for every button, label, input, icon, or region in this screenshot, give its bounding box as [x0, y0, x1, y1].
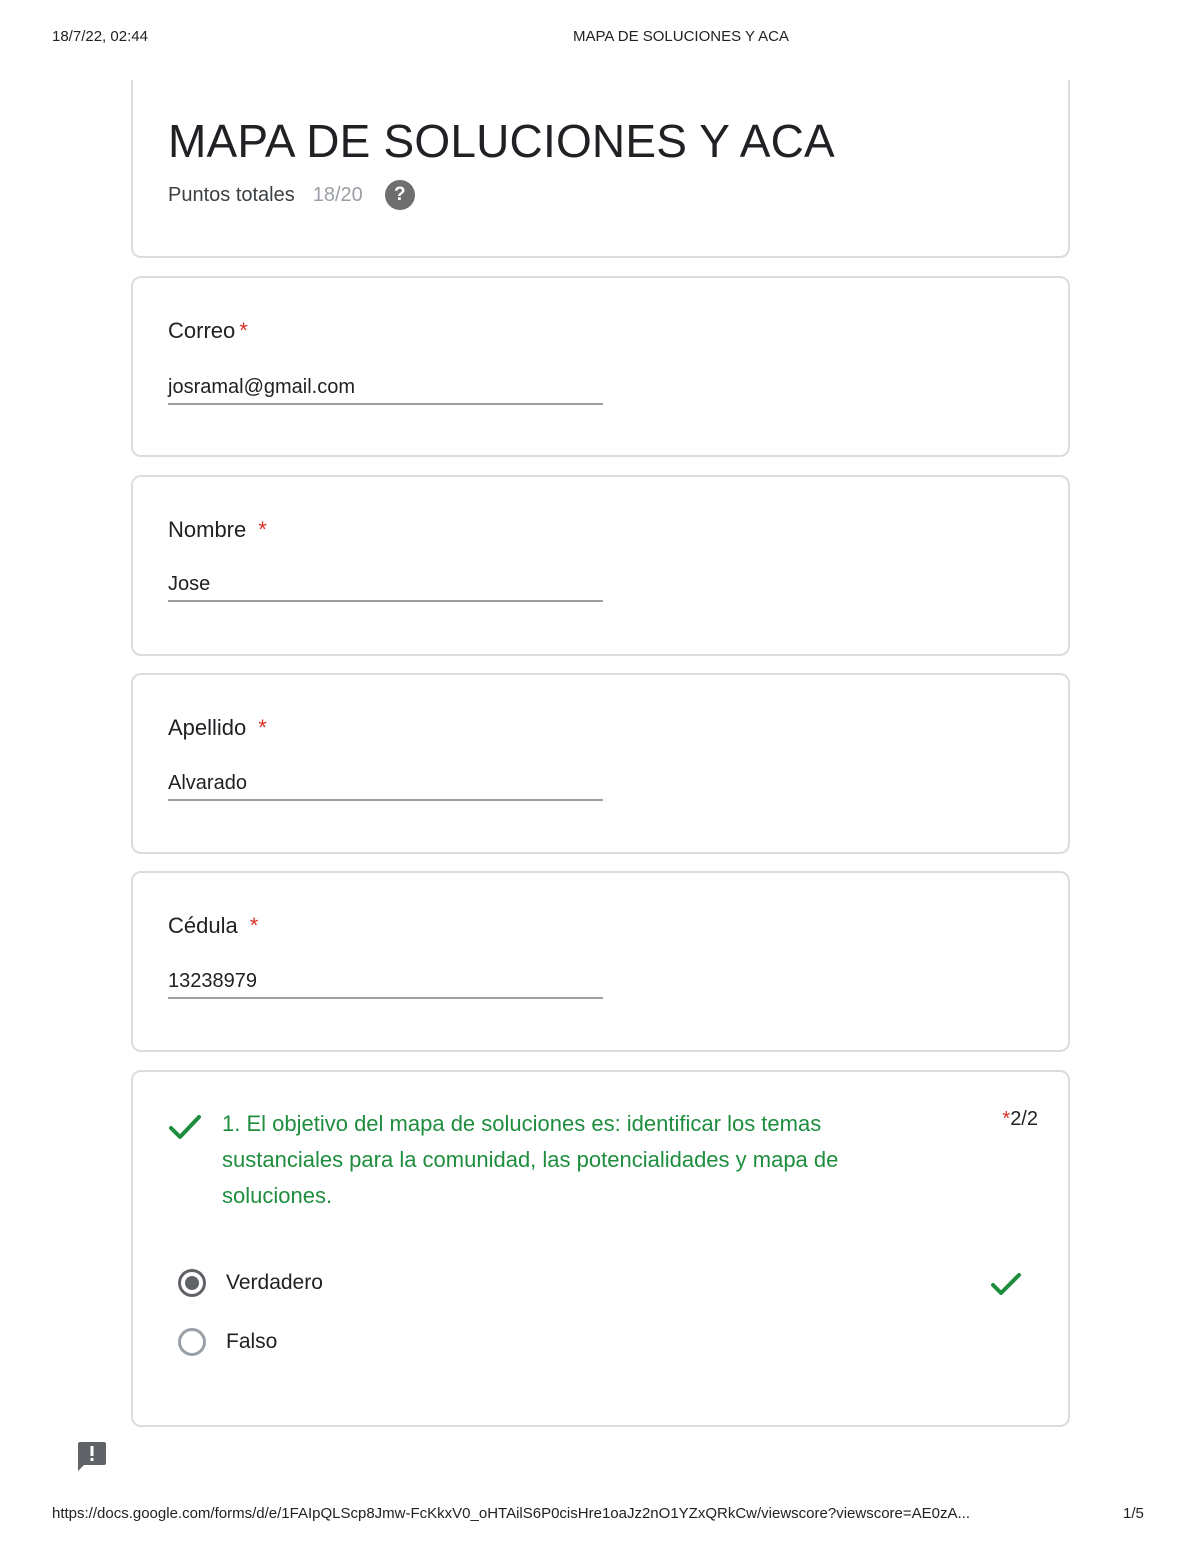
question-mark-icon[interactable]: ? — [385, 180, 415, 210]
required-asterisk: * — [1002, 1108, 1011, 1130]
option-label: Falso — [226, 1330, 278, 1353]
form-title: MAPA DE SOLUCIONES Y ACA — [168, 115, 835, 167]
print-date: 18/7/22, 02:44 — [52, 28, 148, 45]
print-header — [0, 28, 1200, 50]
total-points — [168, 180, 415, 210]
question-text: 1. El objetivo del mapa de soluciones es: identificar los temas sustanciales para la comunidad, las potencialidades y mapa de soluciones. — [222, 1111, 839, 1208]
required-asterisk: * — [239, 318, 248, 343]
question-score — [1002, 1108, 1038, 1131]
points-value: 18/20 — [312, 183, 363, 206]
field-label: Correo * — [168, 318, 248, 343]
correct-answer-check-icon — [990, 1270, 1022, 1298]
report-feedback-icon[interactable] — [76, 1441, 108, 1473]
field-card-nombre — [131, 475, 1070, 656]
option-falso[interactable] — [178, 1325, 277, 1359]
required-asterisk: * — [258, 715, 267, 740]
required-asterisk: * — [249, 913, 259, 938]
points-label: Puntos totales — [168, 183, 295, 206]
check-icon — [168, 1112, 202, 1142]
surname-field-value: Alvarado — [168, 772, 603, 801]
id-number-field-value: 13238979 — [168, 970, 603, 999]
radio-selected-icon[interactable] — [178, 1269, 206, 1297]
field-label: Nombre * — [168, 517, 267, 542]
option-label: Verdadero — [226, 1271, 323, 1294]
print-footer — [0, 1505, 1200, 1527]
question-card-1 — [131, 1070, 1070, 1427]
name-field-value: Jose — [168, 573, 603, 602]
score-value: 2/2 — [1010, 1108, 1038, 1130]
field-label: Apellido * — [168, 715, 267, 740]
field-card-correo — [131, 276, 1070, 457]
field-card-apellido — [131, 673, 1070, 854]
form-header-card — [131, 80, 1070, 258]
page-url: https://docs.google.com/forms/d/e/1FAIpQLScp8Jmw-FcKkxV0_oHTAilS6P0cisHre1oaJz2nO1YZxQRkCw/viewscore?viewscore=AE0zA... — [52, 1505, 970, 1522]
radio-unselected-icon[interactable] — [178, 1328, 206, 1356]
page-number: 1/5 — [1123, 1505, 1144, 1522]
required-asterisk: * — [258, 517, 267, 542]
option-verdadero[interactable] — [178, 1266, 323, 1300]
email-field-value: josramal@gmail.com — [168, 376, 603, 405]
field-card-cedula — [131, 871, 1070, 1052]
field-label: Cédula * — [168, 913, 259, 938]
print-title: MAPA DE SOLUCIONES Y ACA — [573, 28, 789, 45]
